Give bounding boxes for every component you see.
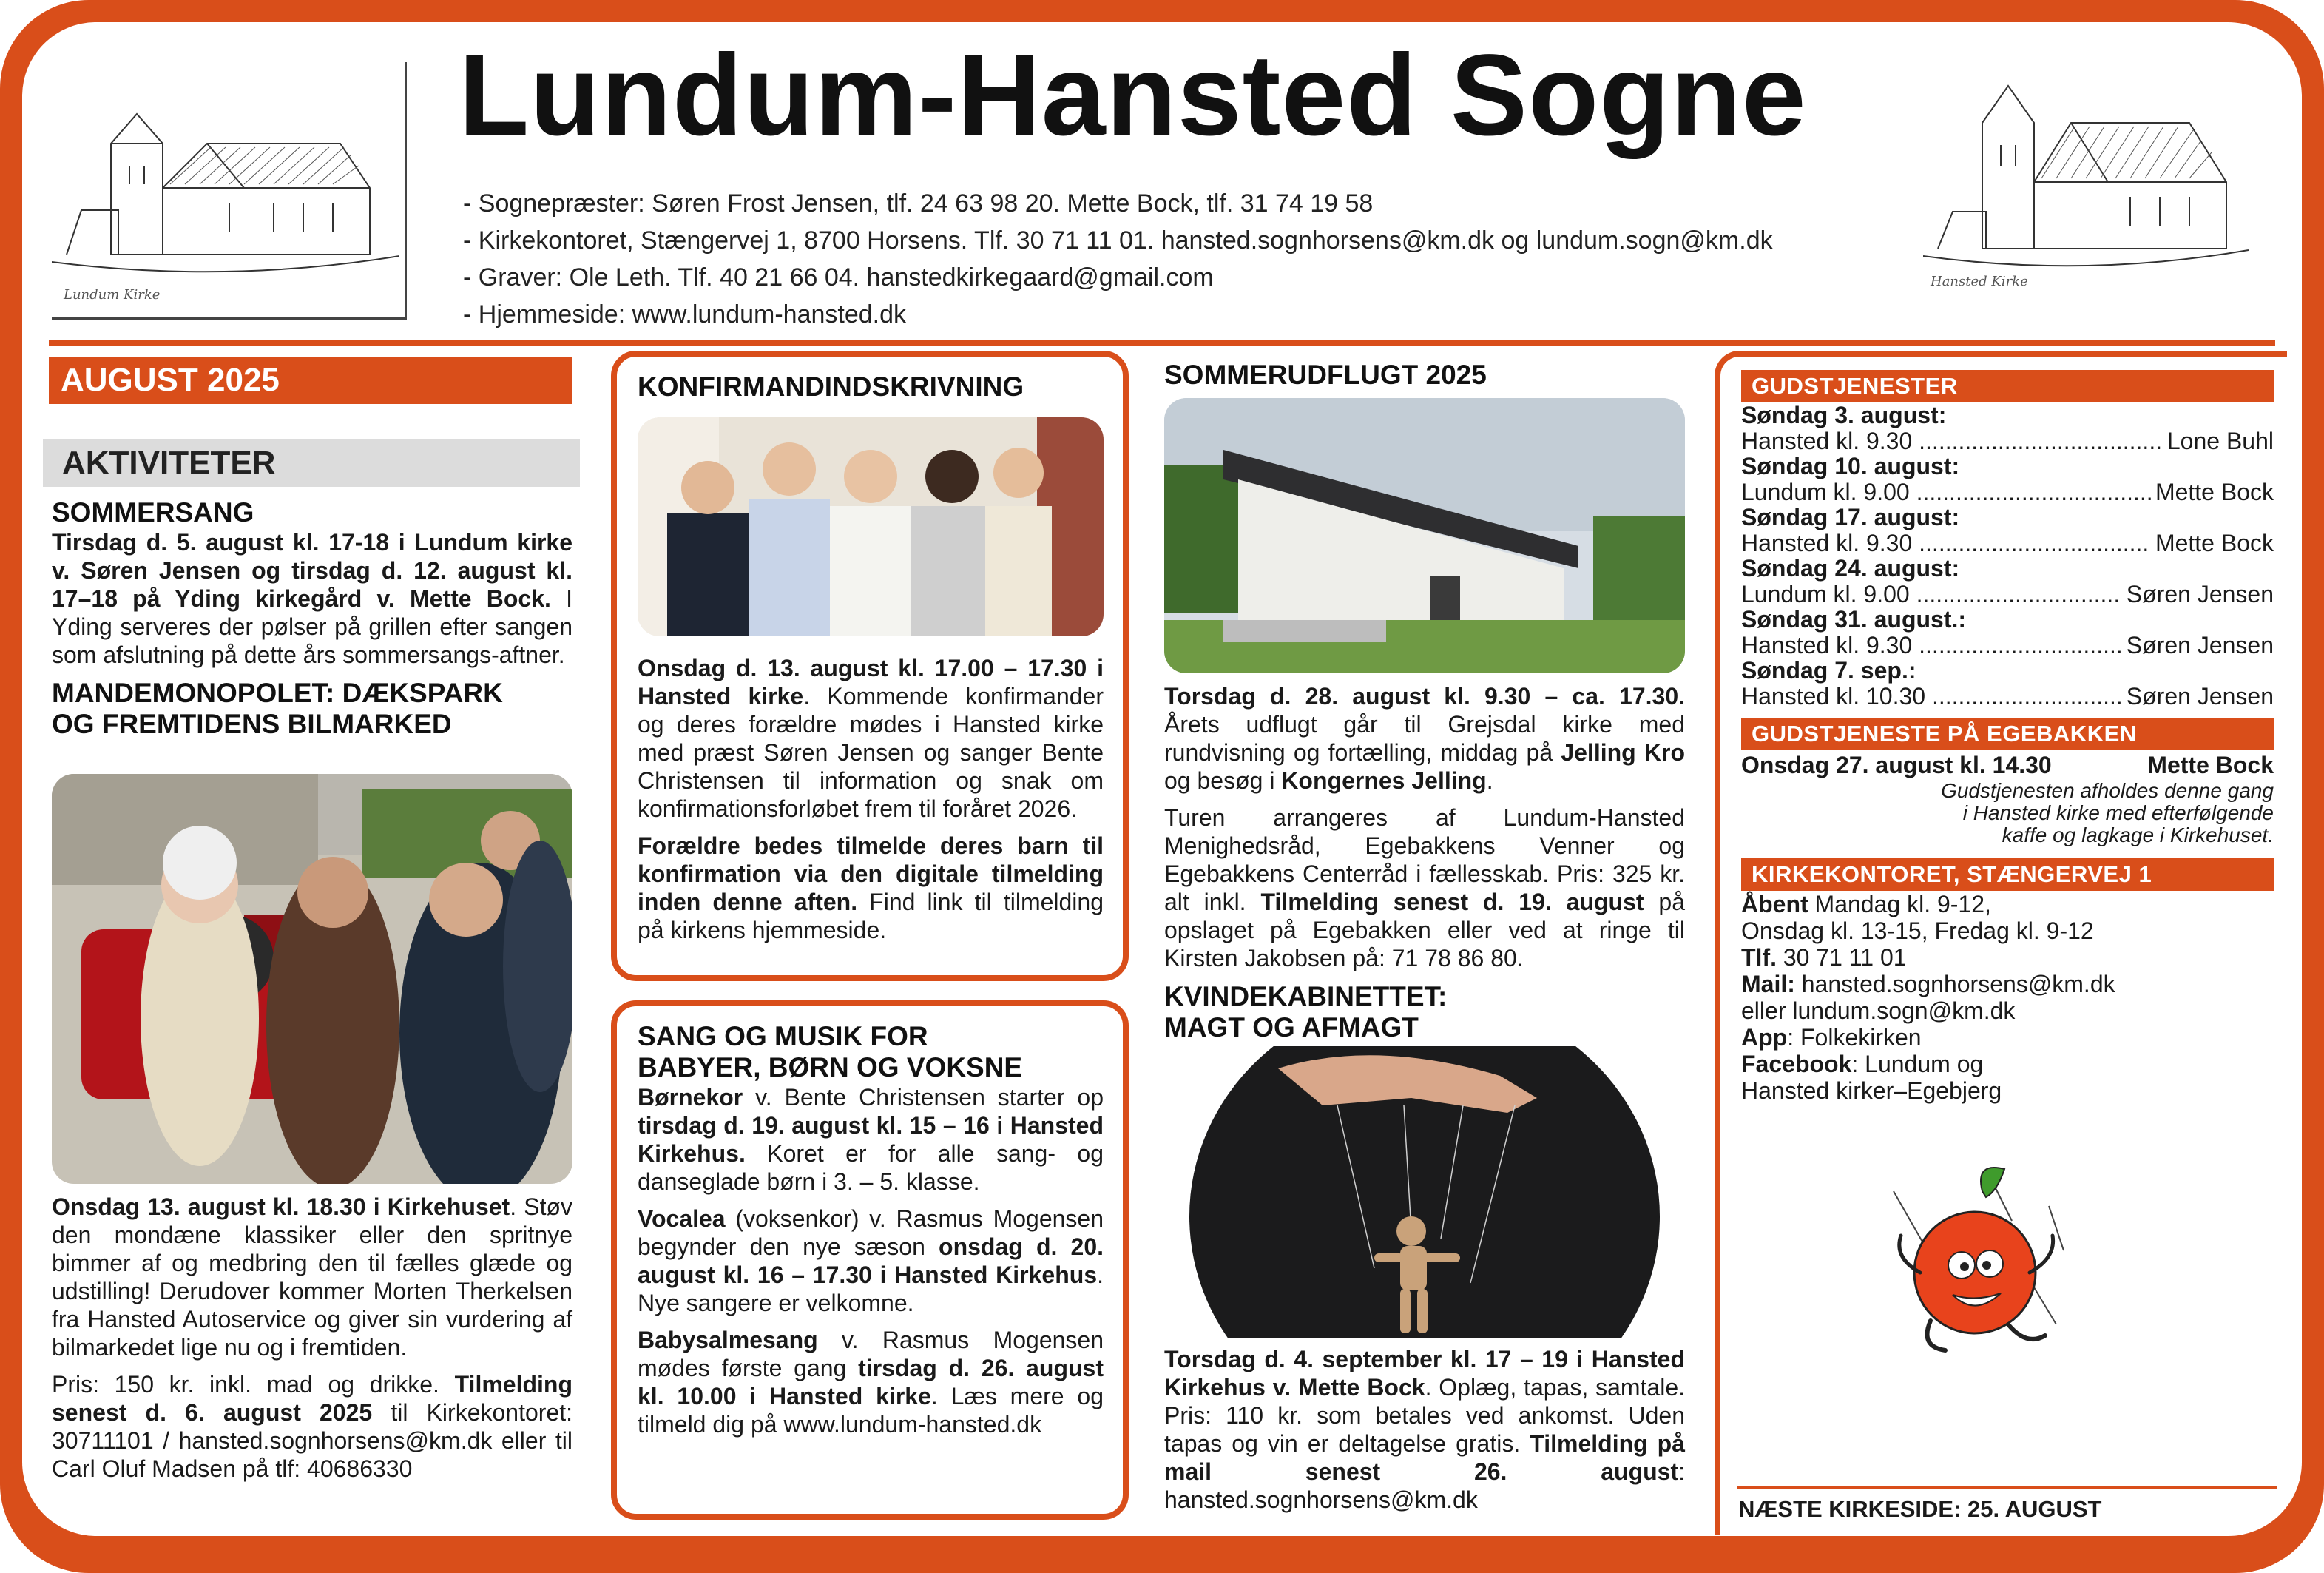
info-line-website: - Hjemmeside: www.lundum-hansted.dk (463, 300, 907, 329)
confirmands-photo-image (638, 417, 1104, 636)
sang-title-1: SANG OG MUSIK FOR (638, 1021, 928, 1051)
lundum-church-sketch (52, 62, 407, 320)
egebakken-heading: GUDSTJENESTE PÅ EGEBAKKEN (1741, 718, 2274, 750)
column-activities (52, 497, 572, 740)
sketch-right-caption: Hansted Kirke (1931, 274, 2028, 289)
udflugt-text-area (1164, 682, 1685, 1043)
next-issue-text: NÆSTE KIRKESIDE: 25. AUGUST (1738, 1496, 2102, 1522)
grejsdal-church-photo (1164, 398, 1685, 673)
egebakken-note: Gudstjenesten afholdes denne gang i Hansted kirke med efterfølgende kaffe og lagkage i Kirkehuset. (1941, 779, 2274, 846)
konfirmand-text-2: Forældre bedes tilmelde deres barn til konfirmation via den digitale tilmelding inden denne aften. Find link til tilmelding på kirkens hjemmeside. (638, 832, 1104, 943)
column-activities-2 (52, 1193, 572, 1492)
kirkekontoret-heading: KIRKEKONTORET, STÆNGERVEJ 1 (1741, 858, 2274, 891)
sang-title-2: BABYER, BØRN OG VOKSNE (638, 1052, 1023, 1082)
monopol-title-1: MANDEMONOPOLET: DÆKSPARK (52, 678, 503, 708)
marionette-photo (1189, 1046, 1660, 1338)
sang-text-area (638, 1021, 1104, 1447)
price-text: Pris: 150 kr. inkl. mad og drikke. Tilmelding senest d. 6. august 2025 til Kirkekontoret: 30711101 / hansted.sognhorsens@km.dk eller til Carl Oluf Madsen på tlf: 40686330 (52, 1371, 573, 1482)
sketch-left-caption: Lundum Kirke (64, 287, 161, 303)
service-item: Søndag 7. sep.: Hansted kl. 10.30 ..... Søren Jensen (1741, 658, 2274, 709)
konfirmand-title: KONFIRMANDINDSKRIVNING (638, 371, 1024, 402)
car-event-photo (52, 774, 572, 1184)
udflugt-title: SOMMERUDFLUGT 2025 (1164, 360, 1487, 390)
header-info (463, 185, 1773, 333)
month-banner: AUGUST 2025 (49, 357, 572, 404)
gudstjenester-heading: GUDSTJENESTER (1741, 370, 2274, 402)
kvinde-text-area (1164, 1345, 1685, 1523)
service-item: Søndag 10. august: Lundum kl. 9.00 ..... Mette Bock (1741, 454, 2274, 505)
info-line-office: - Kirkekontoret, Stængervej 1, 8700 Horsens. Tlf. 30 71 11 01. hansted.sognhorsens@km.dk og lundum.sogn@km.dk (463, 226, 1773, 255)
sidebar (1741, 370, 2274, 1104)
service-item: Søndag 24. august: Lundum kl. 9.00 ..... Søren Jensen (1741, 556, 2274, 607)
kirkekontoret-info: Åbent Mandag kl. 9-12, Onsdag kl. 13-15, Fredag kl. 9-12 Tlf. 30 71 11 01 Mail: hansted.sognhorsens@km.dk eller lundum.sogn@km.dk App: Folkekirken Facebook: Lundum og Hansted kirker–Egebjerg (1741, 891, 2115, 1104)
church-drawing-right (1923, 78, 2249, 300)
udflugt-heading-area (1164, 360, 1685, 391)
monopol-text: Onsdag 13. august kl. 18.30 i Kirkehuset. Støv den mondæne klassiker eller den spritnye bimmer af og medbring den til fælles glæde og udstilling! Derudover kommer Morten Therkelsen fra Hansted Autoservice og giver sin vurdering af bilmarkedet lige nu og i fremtiden. (52, 1193, 573, 1361)
bornekor-text: Børnekor v. Bente Christensen starter op tirsdag d. 19. august kl. 15 – 16 i Hansted Kirkehus. Koret er for alle sang- og danseglade børn i 3. – 5. klasse. (638, 1084, 1104, 1195)
confirmands-photo (638, 417, 1104, 636)
udflugt-text-2: Turen arrangeres af Lundum-Hansted Menighedsråd, Egebakkens Venner og Egebakkens Centerråd i fællesskab. Pris: 325 kr. alt inkl. Tilmelding senest d. 19. august på opslaget på Egebakken eller ved at ringe til Kirsten Jakobsen på: 71 78 86 80. (1164, 804, 1686, 971)
babysalmesang-text: Babysalmesang v. Rasmus Mogensen mødes første gang tirsdag d. 26. august kl. 10.00 i Hansted kirke. Læs mere og tilmeld dig på www.lundum-hansted.dk (638, 1327, 1104, 1438)
service-item: Søndag 17. august: Hansted kl. 9.30 ..... Mette Bock (1741, 505, 2274, 556)
car-photo-image (52, 774, 572, 1184)
hansted-church-sketch (1923, 78, 2249, 300)
page-title: Lundum-Hansted Sogne (459, 31, 1807, 160)
marionette-photo-image (1189, 1046, 1660, 1338)
kvinde-text: Torsdag d. 4. september kl. 17 – 19 i Hansted Kirkehus v. Mette Bock. Oplæg, tapas, samtale. Pris: 110 kr. som betales ved ankomst. Uden tapas og vin er deltagelse gratis. Tilmelding på mail senest 26. august: hansted.sognhorsens@km.dk (1164, 1346, 1686, 1513)
konfirmand-text: Onsdag d. 13. august kl. 17.00 – 17.30 i Hansted kirke. Kommende konfirmander og deres forældre mødes i Hansted kirke med præst Søren Jensen og sanger Bente Christensen til information og snak om konfirmationsforløbet frem til foråret 2026. (638, 655, 1104, 822)
church-drawing-left (52, 62, 399, 314)
info-line-graver: - Graver: Ole Leth. Tlf. 40 21 66 04. hanstedkirkegaard@gmail.com (463, 263, 1214, 292)
activities-heading: AKTIVITETER (43, 439, 580, 487)
header-divider (49, 340, 2275, 346)
sidebar-footer-rule (1737, 1486, 2277, 1489)
egebakken-service: Onsdag 27. august kl. 14.30 Mette Bock (1741, 752, 2274, 778)
sommersang-text: Tirsdag d. 5. august kl. 17-18 i Lundum kirke v. Søren Jensen og tirsdag d. 12. august kl. 17–18 på Yding kirkegård v. Mette Bock. I Yding serveres der pølser på grillen efter sangen som afslutning på dette års sommersangs-aftner. (52, 529, 573, 668)
apple-mascot-illustration (1879, 1162, 2086, 1369)
kvinde-title-1: KVINDEKABINETTET: (1164, 981, 1448, 1011)
udflugt-text: Torsdag d. 28. august kl. 9.30 – ca. 17.30. Årets udflugt går til Grejsdal kirke med rundvisning og fortælling, middag på Jelling Kro og besøg i Kongernes Jelling. (1164, 683, 1686, 794)
monopol-title-2: OG FREMTIDENS BILMARKED (52, 709, 452, 739)
sommersang-title: SOMMERSANG (52, 497, 254, 528)
konfirmand-heading-area (638, 371, 1104, 402)
service-item: Søndag 31. august.: Hansted kl. 9.30 ..... Søren Jensen (1741, 607, 2274, 658)
info-line-priests: - Sognepræster: Søren Frost Jensen, tlf. 24 63 98 20. Mette Bock, tlf. 31 74 19 58 (463, 189, 1374, 218)
grejsdal-photo-image (1164, 398, 1685, 673)
kvinde-title-2: MAGT OG AFMAGT (1164, 1012, 1419, 1043)
service-item: Søndag 3. august: Hansted kl. 9.30 ..... Lone Buhl (1741, 402, 2274, 454)
vocalea-text: Vocalea (voksenkor) v. Rasmus Mogensen begynder den nye sæson onsdag d. 20. august kl. 16 – 17.30 i Hansted Kirkehus. Nye sangere er velkomne. (638, 1205, 1104, 1316)
konfirmand-text-area (638, 654, 1104, 953)
apple-mascot-icon (1879, 1162, 2086, 1369)
